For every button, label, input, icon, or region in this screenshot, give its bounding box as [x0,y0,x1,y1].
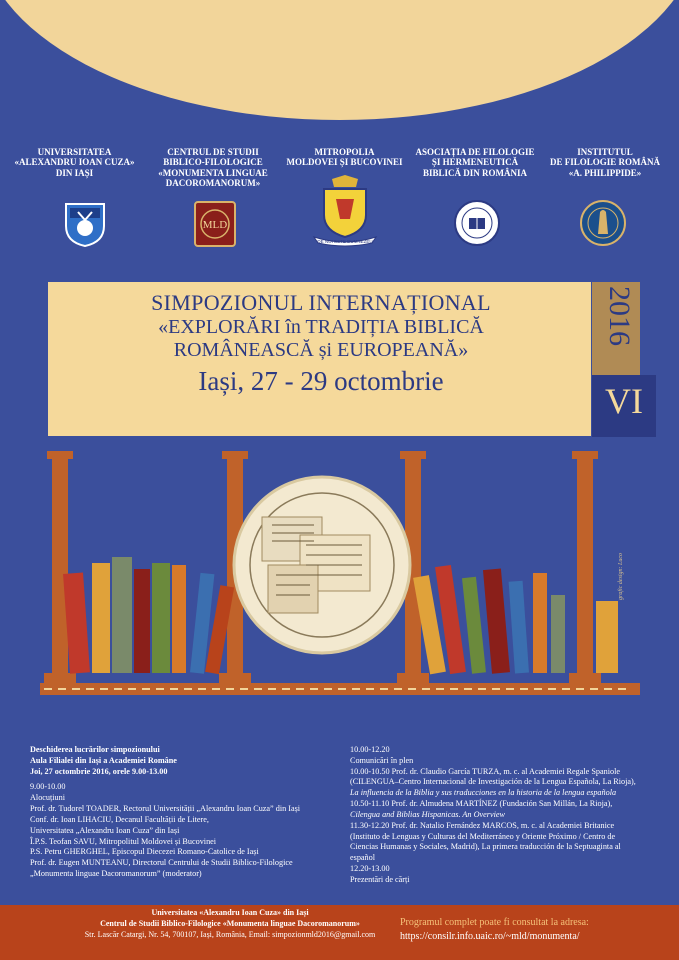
org-line: ȘI HERMENEUTICĂ [431,157,519,168]
institute-seal-icon [578,198,628,248]
org-line: «MONUMENTA LINGUAE [158,167,268,178]
footer-address [70,908,390,940]
org-metropolis [282,147,407,168]
design-credit: grafic design: Luco [618,553,624,600]
metropolis-motto: DE NOI ESTE DUMNEZEU [317,239,373,244]
mld-logo-icon [190,198,240,248]
org-institute [540,147,670,178]
org-line: ASOCIAȚIA DE FILOLOGIE [415,147,535,157]
program-item: „Monumenta linguae Dacoromanorum” (moderator) [30,869,202,879]
opening-header: Deschiderea lucrărilor simpozionului [30,745,160,754]
program-item: Conf. dr. Ioan LIHACIU, Decanul Facultății de Litere, [30,814,209,824]
event-year: 2016 [603,286,636,346]
footer-contact: Str. Lascăr Catargi, Nr. 54, 700107, Iași, România, Email: simpozionmld2016@gmail.com [84,929,376,939]
footer-program-label: Programul complet poate fi consultat la adresa: [400,917,589,928]
program-item: 10.00-10.50 Prof. dr. Claudio García TURZA, m. c. al Academiei Regale Spaniole [350,766,620,776]
footer-university: Universitatea «Alexandru Ioan Cuza» din Iași [151,908,309,917]
library-illustration [0,445,679,720]
event-date: Iași, 27 - 29 octombrie [198,366,444,396]
org-line: MOLDOVEI ȘI BUCOVINEI [286,157,403,168]
org-university [12,147,137,178]
program-item: 9.00-10.00 [30,782,66,792]
title-line-3: ROMÂNEASCĂ și EUROPEANĂ» [173,339,469,361]
title-block [56,290,586,397]
edition-number: VI [605,381,643,421]
program-item: Prof. dr. Tudorel TOADER, Rectorul Universității „Alexandru Ioan Cuza” din Iași [30,804,301,814]
program-item: Prezentări de cărți [350,874,410,884]
program-item: (Instituto de Lenguas y Culturas del Mediterráneo y Oriente Próximo / Centro de [350,831,616,841]
org-association [410,147,540,178]
program-item: 12.20-13.00 [350,864,390,874]
org-line: «A. PHILIPPIDE» [568,167,642,178]
program-item: Î.P.S. Teofan SAVU, Mitropolitul Moldovei și Bucovinei [30,836,217,846]
program-item: Prof. dr. Eugen MUNTEANU, Directorul Centrului de Studii Biblico-Filologice [30,858,293,868]
title-line-1: SIMPOZIONUL INTERNAȚIONAL [151,290,491,315]
title-line-2: «EXPLORĂRI în TRADIȚIA BIBLICĂ [158,316,484,338]
org-line: MITROPOLIA [314,147,375,157]
org-line: CENTRUL DE STUDII [167,147,259,157]
opening-time: Joi, 27 octombrie 2016, orele 9.00-13.00 [30,766,168,776]
org-line: DACOROMANORUM» [165,178,261,189]
org-mld-center [148,147,278,188]
program-item: Universitatea „Alexandru Ioan Cuza” din Iași [30,825,180,835]
program-right [350,745,670,886]
association-seal-icon [452,198,502,248]
metropolis-coat-of-arms-icon [310,175,380,247]
mld-logo-text: MLD [202,219,228,231]
org-line: UNIVERSITATEA [37,147,112,157]
org-line: DE FILOLOGIE ROMÂNĂ [549,157,660,168]
program-item: Cilengua and Biblias Hispanicas. An Overview [350,809,505,819]
org-line: DIN IAȘI [55,167,94,178]
program-item: P.S. Petru GHERGHEL, Episcopul Diecezei Romano-Catolice de Iași [30,847,259,857]
program-item: 10.00-12.20 [350,745,390,754]
org-line: BIBLICO-FILOLOGICE [163,157,263,168]
footer-center: Centrul de Studii Biblico-Filologice «Monumenta linguae Dacoromanorum» [100,918,360,928]
program-item: (CILENGUA–Centro Internacional de Investigación de la Lengua Española, La Rioja), [350,777,636,787]
org-line: «ALEXANDRU IOAN CUZA» [14,157,135,168]
program-item: Alocuțiuni [30,793,66,803]
program-left [30,745,350,880]
program-item: español [350,853,376,863]
program-link[interactable]: https://consilr.info.uaic.ro/~mld/monumenta/ [400,930,580,942]
opening-venue: Aula Filialei din Iași a Academiei Române [30,755,177,765]
program-item: 11.30-12.20 Prof. dr. Natalio Fernández MARCOS, m. c. al Academiei Britanice [350,820,615,830]
org-line: BIBLICĂ DIN ROMÂNIA [422,167,527,178]
program-item: La influencia de la Biblia y sus traducciones en la historia de la lengua española [350,788,617,798]
program-item: 10.50-11.10 Prof. dr. Almudena MARTÍNEZ (Fundación San Millán, La Rioja), [350,799,613,809]
university-crest-icon [60,198,110,248]
org-line: INSTITUTUL [577,147,633,157]
program-item: Comunicări în plen [350,755,414,765]
footer-program-info [400,916,670,943]
program-item: Ciencias Humanas y Sociales, Madrid), La primera traducción de la Septuaginta al [350,842,621,852]
